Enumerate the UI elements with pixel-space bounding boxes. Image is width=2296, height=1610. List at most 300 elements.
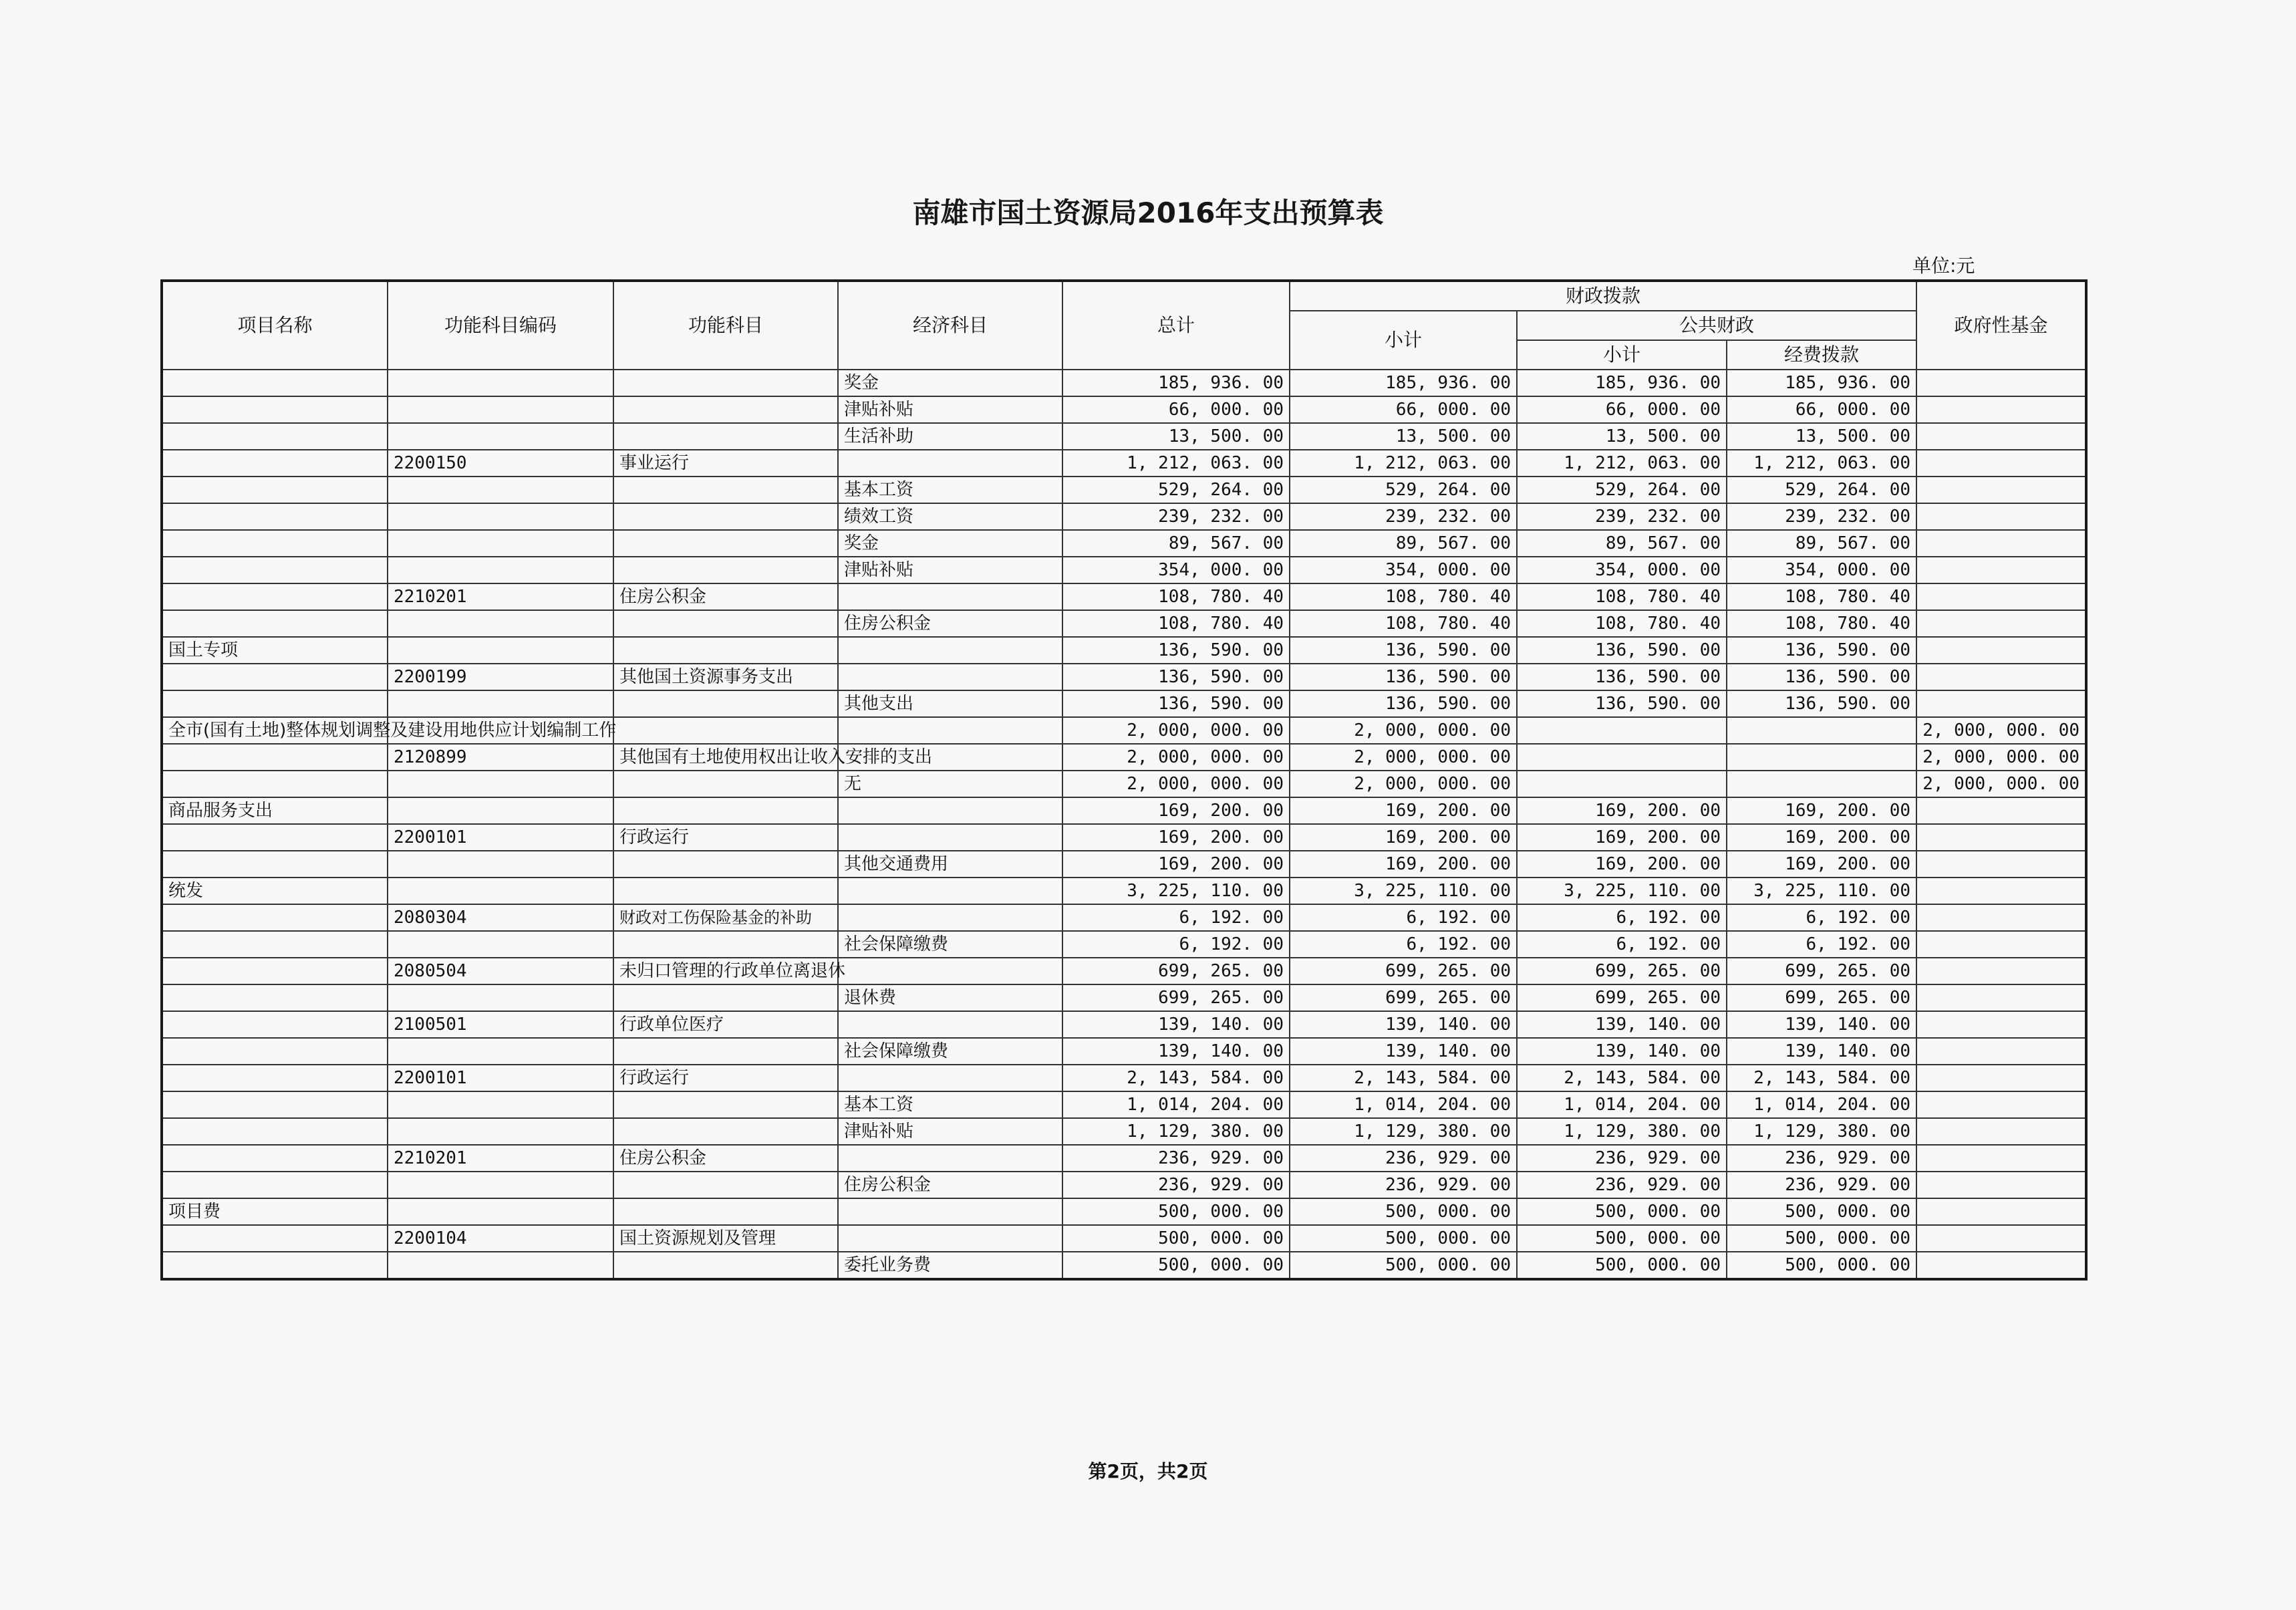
cell-econ-subject: 其他支出 xyxy=(838,690,1062,717)
cell-funding-allocation: 136, 590. 00 xyxy=(1727,664,1916,690)
cell-econ-subject xyxy=(838,958,1062,984)
cell-pf-subtotal: 66, 000. 00 xyxy=(1517,396,1727,423)
cell-func-code xyxy=(388,610,613,637)
header-funding-allocation: 经费拨款 xyxy=(1727,340,1916,370)
table-row xyxy=(162,1065,2086,1091)
cell-fiscal-subtotal: 185, 936. 00 xyxy=(1290,370,1517,396)
cell-gov-fund: 2, 000, 000. 00 xyxy=(1916,744,2086,771)
cell-gov-fund xyxy=(1916,1011,2086,1038)
cell-econ-subject: 基本工资 xyxy=(838,477,1062,503)
cell-func-subject xyxy=(613,1118,838,1145)
cell-funding-allocation: 139, 140. 00 xyxy=(1727,1038,1916,1065)
cell-funding-allocation: 108, 780. 40 xyxy=(1727,583,1916,610)
cell-gov-fund xyxy=(1916,610,2086,637)
cell-project-name xyxy=(162,1252,388,1279)
cell-fiscal-subtotal: 699, 265. 00 xyxy=(1290,984,1517,1011)
table-row xyxy=(162,450,2086,477)
cell-total: 2, 000, 000. 00 xyxy=(1062,771,1290,797)
cell-pf-subtotal: 529, 264. 00 xyxy=(1517,477,1727,503)
cell-funding-allocation: 169, 200. 00 xyxy=(1727,851,1916,878)
cell-econ-subject xyxy=(838,583,1062,610)
cell-func-subject: 未归口管理的行政单位离退休 xyxy=(613,958,838,984)
cell-funding-allocation: 6, 192. 00 xyxy=(1727,904,1916,931)
cell-funding-allocation: 13, 500. 00 xyxy=(1727,423,1916,450)
cell-func-subject xyxy=(613,771,838,797)
cell-func-code xyxy=(388,771,613,797)
cell-func-subject xyxy=(613,984,838,1011)
cell-funding-allocation: 500, 000. 00 xyxy=(1727,1225,1916,1252)
cell-gov-fund xyxy=(1916,396,2086,423)
cell-econ-subject xyxy=(838,824,1062,851)
header-fiscal-subtotal: 小计 xyxy=(1290,311,1517,370)
table-row xyxy=(162,610,2086,637)
cell-gov-fund xyxy=(1916,1118,2086,1145)
cell-total: 6, 192. 00 xyxy=(1062,931,1290,958)
cell-econ-subject: 津贴补贴 xyxy=(838,396,1062,423)
cell-project-name: 国土专项 xyxy=(162,637,388,664)
cell-total: 169, 200. 00 xyxy=(1062,851,1290,878)
cell-project-name xyxy=(162,557,388,583)
cell-func-code: 2080504 xyxy=(388,958,613,984)
table-row xyxy=(162,797,2086,824)
cell-econ-subject xyxy=(838,1225,1062,1252)
cell-fiscal-subtotal: 66, 000. 00 xyxy=(1290,396,1517,423)
table-body xyxy=(162,370,2086,1279)
cell-total: 108, 780. 40 xyxy=(1062,583,1290,610)
cell-total: 169, 200. 00 xyxy=(1062,797,1290,824)
cell-funding-allocation: 239, 232. 00 xyxy=(1727,503,1916,530)
cell-project-name xyxy=(162,530,388,557)
cell-pf-subtotal: 185, 936. 00 xyxy=(1517,370,1727,396)
cell-funding-allocation: 354, 000. 00 xyxy=(1727,557,1916,583)
cell-func-subject xyxy=(613,717,838,744)
cell-fiscal-subtotal: 500, 000. 00 xyxy=(1290,1225,1517,1252)
cell-gov-fund xyxy=(1916,851,2086,878)
cell-project-name xyxy=(162,583,388,610)
cell-func-code xyxy=(388,557,613,583)
table-row xyxy=(162,904,2086,931)
cell-project-name: 商品服务支出 xyxy=(162,797,388,824)
cell-gov-fund xyxy=(1916,1225,2086,1252)
cell-func-code xyxy=(388,690,613,717)
cell-pf-subtotal: 136, 590. 00 xyxy=(1517,637,1727,664)
cell-gov-fund xyxy=(1916,583,2086,610)
cell-func-subject xyxy=(613,931,838,958)
cell-func-subject xyxy=(613,851,838,878)
cell-fiscal-subtotal: 699, 265. 00 xyxy=(1290,958,1517,984)
cell-func-subject xyxy=(613,557,838,583)
cell-fiscal-subtotal: 139, 140. 00 xyxy=(1290,1011,1517,1038)
cell-func-subject: 行政运行 xyxy=(613,824,838,851)
cell-total: 2, 000, 000. 00 xyxy=(1062,744,1290,771)
cell-func-code: 2200150 xyxy=(388,450,613,477)
cell-func-subject xyxy=(613,690,838,717)
cell-funding-allocation: 136, 590. 00 xyxy=(1727,690,1916,717)
cell-pf-subtotal xyxy=(1517,771,1727,797)
cell-func-code xyxy=(388,396,613,423)
cell-econ-subject xyxy=(838,1065,1062,1091)
cell-project-name xyxy=(162,503,388,530)
cell-func-subject: 行政运行 xyxy=(613,1065,838,1091)
cell-pf-subtotal: 2, 143, 584. 00 xyxy=(1517,1065,1727,1091)
cell-func-subject xyxy=(613,396,838,423)
table-row xyxy=(162,530,2086,557)
cell-econ-subject xyxy=(838,797,1062,824)
cell-fiscal-subtotal: 529, 264. 00 xyxy=(1290,477,1517,503)
cell-project-name xyxy=(162,1065,388,1091)
cell-fiscal-subtotal: 136, 590. 00 xyxy=(1290,664,1517,690)
cell-fiscal-subtotal: 89, 567. 00 xyxy=(1290,530,1517,557)
cell-func-code xyxy=(388,797,613,824)
table-row xyxy=(162,370,2086,396)
cell-econ-subject: 其他交通费用 xyxy=(838,851,1062,878)
cell-fiscal-subtotal: 500, 000. 00 xyxy=(1290,1198,1517,1225)
cell-total: 699, 265. 00 xyxy=(1062,984,1290,1011)
cell-funding-allocation: 6, 192. 00 xyxy=(1727,931,1916,958)
cell-econ-subject: 津贴补贴 xyxy=(838,1118,1062,1145)
header-public-finance: 公共财政 xyxy=(1517,311,1916,340)
cell-gov-fund: 2, 000, 000. 00 xyxy=(1916,771,2086,797)
cell-func-subject: 国土资源规划及管理 xyxy=(613,1225,838,1252)
header-fiscal-allocation: 财政拨款 xyxy=(1290,281,1916,311)
cell-funding-allocation: 1, 212, 063. 00 xyxy=(1727,450,1916,477)
cell-gov-fund xyxy=(1916,423,2086,450)
cell-gov-fund xyxy=(1916,530,2086,557)
cell-func-code: 2200199 xyxy=(388,664,613,690)
cell-gov-fund xyxy=(1916,664,2086,690)
cell-total: 236, 929. 00 xyxy=(1062,1172,1290,1198)
cell-fiscal-subtotal: 3, 225, 110. 00 xyxy=(1290,878,1517,904)
table-row xyxy=(162,423,2086,450)
cell-pf-subtotal: 236, 929. 00 xyxy=(1517,1145,1727,1172)
cell-total: 139, 140. 00 xyxy=(1062,1038,1290,1065)
cell-project-name: 统发 xyxy=(162,878,388,904)
cell-econ-subject: 退休费 xyxy=(838,984,1062,1011)
cell-project-name xyxy=(162,1145,388,1172)
table-row xyxy=(162,1038,2086,1065)
cell-func-code xyxy=(388,423,613,450)
header-econ-subject: 经济科目 xyxy=(838,281,1062,370)
cell-pf-subtotal: 239, 232. 00 xyxy=(1517,503,1727,530)
cell-econ-subject xyxy=(838,1198,1062,1225)
cell-func-code: 2210201 xyxy=(388,583,613,610)
cell-gov-fund xyxy=(1916,797,2086,824)
cell-funding-allocation: 500, 000. 00 xyxy=(1727,1252,1916,1279)
header-total: 总计 xyxy=(1062,281,1290,370)
table-row xyxy=(162,1252,2086,1279)
cell-gov-fund xyxy=(1916,1252,2086,1279)
cell-total: 1, 212, 063. 00 xyxy=(1062,450,1290,477)
cell-func-subject xyxy=(613,1172,838,1198)
cell-fiscal-subtotal: 108, 780. 40 xyxy=(1290,583,1517,610)
table-row xyxy=(162,824,2086,851)
table-row xyxy=(162,583,2086,610)
cell-project-name xyxy=(162,904,388,931)
cell-func-code xyxy=(388,851,613,878)
cell-pf-subtotal: 500, 000. 00 xyxy=(1517,1198,1727,1225)
cell-total: 1, 129, 380. 00 xyxy=(1062,1118,1290,1145)
cell-fiscal-subtotal: 108, 780. 40 xyxy=(1290,610,1517,637)
table-row xyxy=(162,1172,2086,1198)
table-row xyxy=(162,503,2086,530)
cell-total: 1, 014, 204. 00 xyxy=(1062,1091,1290,1118)
cell-gov-fund xyxy=(1916,1038,2086,1065)
cell-econ-subject: 奖金 xyxy=(838,370,1062,396)
cell-func-subject xyxy=(613,423,838,450)
cell-total: 529, 264. 00 xyxy=(1062,477,1290,503)
cell-funding-allocation xyxy=(1727,771,1916,797)
cell-func-code xyxy=(388,637,613,664)
table-row xyxy=(162,637,2086,664)
cell-pf-subtotal: 136, 590. 00 xyxy=(1517,690,1727,717)
cell-pf-subtotal: 136, 590. 00 xyxy=(1517,664,1727,690)
cell-pf-subtotal: 1, 129, 380. 00 xyxy=(1517,1118,1727,1145)
cell-project-name xyxy=(162,958,388,984)
cell-pf-subtotal: 3, 225, 110. 00 xyxy=(1517,878,1727,904)
cell-econ-subject xyxy=(838,1145,1062,1172)
cell-fiscal-subtotal: 169, 200. 00 xyxy=(1290,824,1517,851)
cell-total: 2, 143, 584. 00 xyxy=(1062,1065,1290,1091)
cell-project-name xyxy=(162,423,388,450)
cell-func-code xyxy=(388,931,613,958)
cell-func-subject xyxy=(613,370,838,396)
cell-project-name xyxy=(162,1118,388,1145)
header-pf-subtotal: 小计 xyxy=(1517,340,1727,370)
cell-pf-subtotal: 13, 500. 00 xyxy=(1517,423,1727,450)
cell-func-code: 2210201 xyxy=(388,1145,613,1172)
cell-fiscal-subtotal: 13, 500. 00 xyxy=(1290,423,1517,450)
cell-func-code xyxy=(388,984,613,1011)
cell-project-name xyxy=(162,610,388,637)
cell-pf-subtotal: 139, 140. 00 xyxy=(1517,1038,1727,1065)
cell-pf-subtotal xyxy=(1517,744,1727,771)
cell-fiscal-subtotal: 139, 140. 00 xyxy=(1290,1038,1517,1065)
cell-project-name xyxy=(162,1038,388,1065)
cell-func-subject: 事业运行 xyxy=(613,450,838,477)
cell-func-subject xyxy=(613,530,838,557)
table-row xyxy=(162,958,2086,984)
cell-pf-subtotal: 500, 000. 00 xyxy=(1517,1225,1727,1252)
table-row xyxy=(162,931,2086,958)
cell-gov-fund xyxy=(1916,1065,2086,1091)
cell-project-name xyxy=(162,1011,388,1038)
cell-func-subject xyxy=(613,878,838,904)
budget-table xyxy=(160,279,2088,1281)
cell-pf-subtotal: 6, 192. 00 xyxy=(1517,904,1727,931)
table-row xyxy=(162,1225,2086,1252)
cell-econ-subject: 津贴补贴 xyxy=(838,557,1062,583)
cell-func-code: 2200104 xyxy=(388,1225,613,1252)
table-row xyxy=(162,1118,2086,1145)
cell-func-code: 2200101 xyxy=(388,824,613,851)
cell-fiscal-subtotal: 236, 929. 00 xyxy=(1290,1145,1517,1172)
cell-pf-subtotal: 169, 200. 00 xyxy=(1517,824,1727,851)
cell-func-subject: 住房公积金 xyxy=(613,1145,838,1172)
cell-gov-fund xyxy=(1916,904,2086,931)
cell-econ-subject: 基本工资 xyxy=(838,1091,1062,1118)
cell-project-name xyxy=(162,771,388,797)
cell-pf-subtotal: 1, 212, 063. 00 xyxy=(1517,450,1727,477)
cell-total: 354, 000. 00 xyxy=(1062,557,1290,583)
cell-func-code xyxy=(388,477,613,503)
cell-fiscal-subtotal: 169, 200. 00 xyxy=(1290,797,1517,824)
cell-total: 136, 590. 00 xyxy=(1062,690,1290,717)
cell-funding-allocation: 1, 014, 204. 00 xyxy=(1727,1091,1916,1118)
cell-funding-allocation: 89, 567. 00 xyxy=(1727,530,1916,557)
cell-fiscal-subtotal: 169, 200. 00 xyxy=(1290,851,1517,878)
cell-econ-subject: 委托业务费 xyxy=(838,1252,1062,1279)
cell-func-subject xyxy=(613,637,838,664)
cell-gov-fund xyxy=(1916,1198,2086,1225)
cell-econ-subject: 社会保障缴费 xyxy=(838,1038,1062,1065)
cell-func-subject xyxy=(613,477,838,503)
cell-funding-allocation: 699, 265. 00 xyxy=(1727,958,1916,984)
cell-gov-fund xyxy=(1916,824,2086,851)
table-row xyxy=(162,771,2086,797)
cell-total: 89, 567. 00 xyxy=(1062,530,1290,557)
cell-pf-subtotal: 236, 929. 00 xyxy=(1517,1172,1727,1198)
cell-func-subject xyxy=(613,797,838,824)
cell-fiscal-subtotal: 2, 000, 000. 00 xyxy=(1290,771,1517,797)
cell-econ-subject: 奖金 xyxy=(838,530,1062,557)
cell-total: 66, 000. 00 xyxy=(1062,396,1290,423)
cell-pf-subtotal: 169, 200. 00 xyxy=(1517,797,1727,824)
cell-func-code: 2200101 xyxy=(388,1065,613,1091)
cell-project-name: 项目费 xyxy=(162,1198,388,1225)
cell-gov-fund xyxy=(1916,690,2086,717)
cell-econ-subject: 住房公积金 xyxy=(838,1172,1062,1198)
cell-func-subject xyxy=(613,1091,838,1118)
header-project-name: 项目名称 xyxy=(162,281,388,370)
cell-econ-subject xyxy=(838,717,1062,744)
cell-funding-allocation: 529, 264. 00 xyxy=(1727,477,1916,503)
table-row xyxy=(162,878,2086,904)
cell-gov-fund xyxy=(1916,984,2086,1011)
cell-econ-subject xyxy=(838,878,1062,904)
cell-func-code: 2120899 xyxy=(388,744,613,771)
cell-project-name xyxy=(162,931,388,958)
cell-gov-fund xyxy=(1916,1145,2086,1172)
header-func-subject: 功能科目 xyxy=(613,281,838,370)
cell-func-code xyxy=(388,1172,613,1198)
cell-econ-subject: 生活补助 xyxy=(838,423,1062,450)
cell-gov-fund xyxy=(1916,1091,2086,1118)
cell-fiscal-subtotal: 6, 192. 00 xyxy=(1290,931,1517,958)
cell-fiscal-subtotal: 354, 000. 00 xyxy=(1290,557,1517,583)
table-row xyxy=(162,717,2086,744)
table-row xyxy=(162,1145,2086,1172)
cell-fiscal-subtotal: 1, 129, 380. 00 xyxy=(1290,1118,1517,1145)
cell-funding-allocation: 699, 265. 00 xyxy=(1727,984,1916,1011)
cell-fiscal-subtotal: 2, 143, 584. 00 xyxy=(1290,1065,1517,1091)
cell-funding-allocation xyxy=(1727,744,1916,771)
table-row xyxy=(162,1198,2086,1225)
cell-project-name xyxy=(162,851,388,878)
cell-gov-fund xyxy=(1916,958,2086,984)
cell-pf-subtotal: 1, 014, 204. 00 xyxy=(1517,1091,1727,1118)
cell-econ-subject: 绩效工资 xyxy=(838,503,1062,530)
cell-project-name xyxy=(162,690,388,717)
cell-fiscal-subtotal: 236, 929. 00 xyxy=(1290,1172,1517,1198)
cell-func-code xyxy=(388,503,613,530)
cell-total: 139, 140. 00 xyxy=(1062,1011,1290,1038)
cell-econ-subject xyxy=(838,904,1062,931)
cell-pf-subtotal: 169, 200. 00 xyxy=(1517,851,1727,878)
cell-func-code: 2100501 xyxy=(388,1011,613,1038)
cell-func-code: 2080304 xyxy=(388,904,613,931)
cell-func-subject: 住房公积金 xyxy=(613,583,838,610)
cell-gov-fund xyxy=(1916,637,2086,664)
cell-fiscal-subtotal: 1, 212, 063. 00 xyxy=(1290,450,1517,477)
table-row xyxy=(162,984,2086,1011)
cell-total: 500, 000. 00 xyxy=(1062,1252,1290,1279)
cell-total: 239, 232. 00 xyxy=(1062,503,1290,530)
cell-gov-fund xyxy=(1916,1172,2086,1198)
cell-func-subject xyxy=(613,610,838,637)
cell-func-subject: 财政对工伤保险基金的补助 xyxy=(613,904,838,931)
cell-pf-subtotal: 6, 192. 00 xyxy=(1517,931,1727,958)
cell-project-name xyxy=(162,744,388,771)
cell-total: 699, 265. 00 xyxy=(1062,958,1290,984)
cell-fiscal-subtotal: 136, 590. 00 xyxy=(1290,637,1517,664)
table-row xyxy=(162,477,2086,503)
cell-project-name: 全市(国有土地)整体规划调整及建设用地供应计划编制工作 xyxy=(162,717,388,744)
cell-funding-allocation xyxy=(1727,717,1916,744)
cell-funding-allocation: 2, 143, 584. 00 xyxy=(1727,1065,1916,1091)
cell-total: 169, 200. 00 xyxy=(1062,824,1290,851)
cell-fiscal-subtotal: 1, 014, 204. 00 xyxy=(1290,1091,1517,1118)
cell-func-code xyxy=(388,1118,613,1145)
header-func-code: 功能科目编码 xyxy=(388,281,613,370)
cell-fiscal-subtotal: 136, 590. 00 xyxy=(1290,690,1517,717)
cell-total: 108, 780. 40 xyxy=(1062,610,1290,637)
cell-econ-subject: 社会保障缴费 xyxy=(838,931,1062,958)
cell-func-code xyxy=(388,1198,613,1225)
cell-total: 2, 000, 000. 00 xyxy=(1062,717,1290,744)
cell-fiscal-subtotal: 6, 192. 00 xyxy=(1290,904,1517,931)
cell-gov-fund xyxy=(1916,450,2086,477)
cell-funding-allocation: 3, 225, 110. 00 xyxy=(1727,878,1916,904)
cell-funding-allocation: 236, 929. 00 xyxy=(1727,1145,1916,1172)
cell-func-code xyxy=(388,1252,613,1279)
cell-funding-allocation: 1, 129, 380. 00 xyxy=(1727,1118,1916,1145)
unit-label: 单位:元 xyxy=(1912,255,1975,277)
cell-project-name xyxy=(162,477,388,503)
cell-total: 136, 590. 00 xyxy=(1062,664,1290,690)
cell-funding-allocation: 169, 200. 00 xyxy=(1727,797,1916,824)
cell-pf-subtotal: 108, 780. 40 xyxy=(1517,583,1727,610)
cell-econ-subject xyxy=(838,450,1062,477)
cell-econ-subject xyxy=(838,637,1062,664)
table-row xyxy=(162,1091,2086,1118)
cell-project-name xyxy=(162,450,388,477)
cell-funding-allocation: 500, 000. 00 xyxy=(1727,1198,1916,1225)
table-row xyxy=(162,1011,2086,1038)
cell-funding-allocation: 185, 936. 00 xyxy=(1727,370,1916,396)
cell-total: 6, 192. 00 xyxy=(1062,904,1290,931)
cell-total: 3, 225, 110. 00 xyxy=(1062,878,1290,904)
cell-func-subject xyxy=(613,1198,838,1225)
cell-pf-subtotal: 354, 000. 00 xyxy=(1517,557,1727,583)
cell-fiscal-subtotal: 2, 000, 000. 00 xyxy=(1290,717,1517,744)
cell-gov-fund xyxy=(1916,878,2086,904)
cell-pf-subtotal: 89, 567. 00 xyxy=(1517,530,1727,557)
cell-project-name xyxy=(162,1225,388,1252)
cell-func-subject: 其他国有土地使用权出让收入安排的支出 xyxy=(613,744,838,771)
table-row xyxy=(162,557,2086,583)
cell-func-code xyxy=(388,1091,613,1118)
cell-gov-fund xyxy=(1916,931,2086,958)
